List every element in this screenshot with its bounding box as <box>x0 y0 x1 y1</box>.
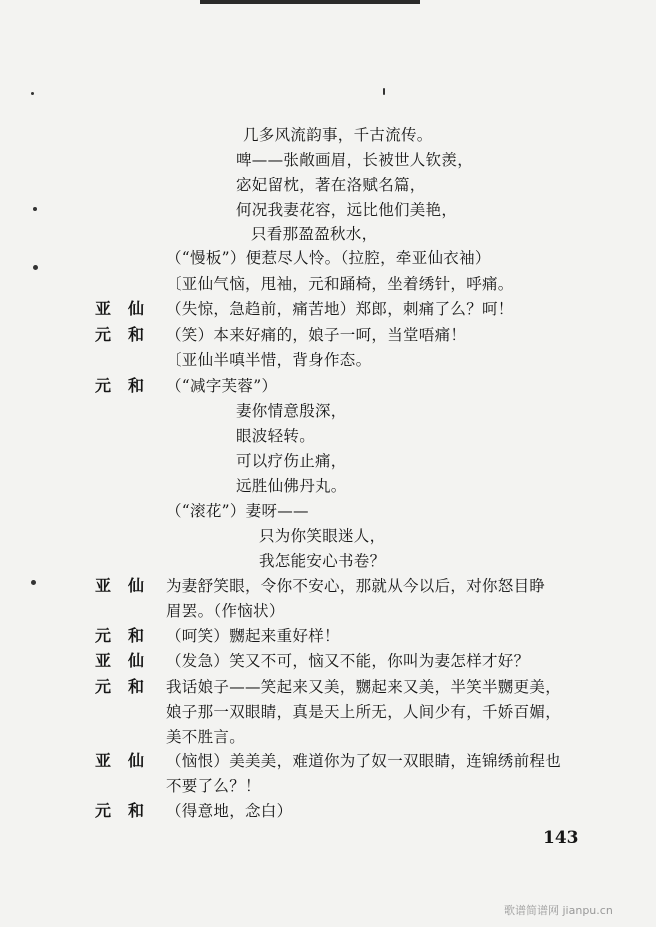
top-edge-mark <box>200 0 420 4</box>
aria-direction-line: （“滚花”）妻呀—— <box>166 502 309 520</box>
verse-line: 何况我妻花容，远比他们美艳， <box>236 201 458 219</box>
scan-speck <box>33 207 37 211</box>
verse-line: 啤——张敞画眉，长被世人钦羡， <box>236 151 474 169</box>
dialogue-line: 娘子那一双眼睛，真是天上所无，人间少有，千娇百媚， <box>166 703 562 721</box>
speaker-name: 元和 <box>95 677 162 696</box>
watermark: 歌谱简谱网 jianpu.cn <box>504 904 613 917</box>
speaker-name: 亚仙 <box>95 299 162 318</box>
speaker-name: 亚仙 <box>95 651 162 670</box>
speaker-name: 元和 <box>95 801 162 820</box>
speaker-name: 元和 <box>95 626 162 645</box>
scan-speck <box>31 580 36 585</box>
dialogue-line: （发急）笑又不可，恼又不能，你叫为妻怎样才好？ <box>166 652 530 670</box>
dialogue-line: 我话娘子——笑起来又美，嬲起来又美，半笑半嬲更美， <box>166 678 562 696</box>
scan-speck <box>383 88 385 95</box>
aria-direction-line: （“慢板”）便惹尽人怜。（拉腔，牵亚仙衣袖） <box>166 249 491 267</box>
verse-line: 宓妃留枕，著在洛赋名篇， <box>236 176 426 194</box>
verse-line: 几多风流韵事，千古流传。 <box>243 126 433 144</box>
dialogue-line: （得意地，念白） <box>166 802 293 820</box>
verse-line: 眼波轻转。 <box>236 427 316 445</box>
scan-speck <box>31 92 34 95</box>
stage-direction: 〔亚仙半嗔半惜，背身作态。 <box>166 351 372 369</box>
speaker-name: 亚仙 <box>95 576 162 595</box>
speaker-name: 元和 <box>95 376 162 395</box>
speaker-name: 亚仙 <box>95 751 162 770</box>
verse-line: 远胜仙佛丹丸。 <box>236 477 347 495</box>
dialogue-line: （笑）本来好痛的，娘子一呵，当堂唔痛！ <box>166 326 467 344</box>
verse-line: 妻你情意殷深， <box>236 402 347 420</box>
dialogue-line: （恼恨）美美美，难道你为了奴一双眼睛，连锦绣前程也 <box>166 752 562 770</box>
dialogue-line: 不要了么？！ <box>166 777 261 795</box>
verse-line: 只为你笑眼迷人， <box>259 527 386 545</box>
dialogue-line: 为妻舒笑眼，令你不安心，那就从今以后，对你怒目睁 <box>166 577 546 595</box>
verse-line: 我怎能安心书卷？ <box>259 552 386 570</box>
dialogue-line: （失惊，急趋前，痛苦地）郑郎，刺痛了么？呵！ <box>166 300 514 318</box>
verse-line: 可以疗伤止痛， <box>236 452 347 470</box>
dialogue-line: （呵笑）嬲起来重好样！ <box>166 627 340 645</box>
stage-direction: 〔亚仙气恼，甩袖，元和踊椅，坐着绣针，呼痛。 <box>166 275 514 293</box>
speaker-name: 元和 <box>95 325 162 344</box>
dialogue-line: 眉罢。（作恼状） <box>166 602 285 620</box>
dialogue-line: （“减字芙蓉”） <box>166 377 278 395</box>
scan-speck <box>33 265 38 270</box>
page-number: 143 <box>543 828 579 848</box>
dialogue-line: 美不胜言。 <box>166 728 246 746</box>
verse-line: 只看那盈盈秋水， <box>251 225 378 243</box>
